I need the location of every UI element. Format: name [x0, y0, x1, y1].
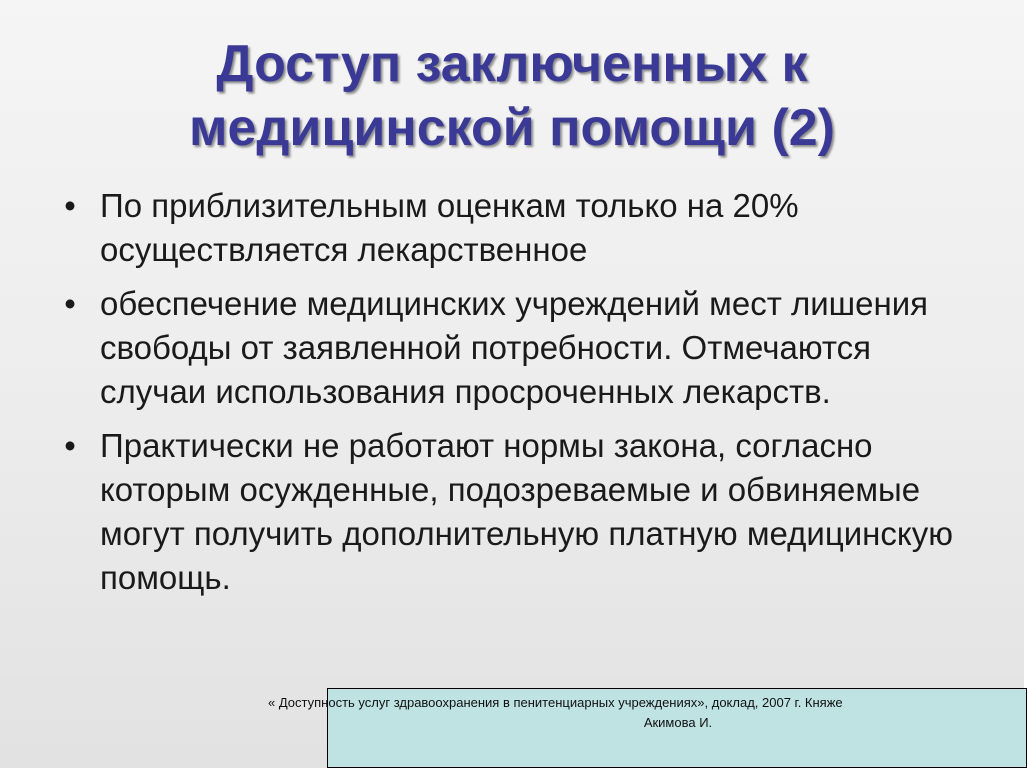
bullet-list	[58, 184, 968, 610]
slide-title	[40, 32, 984, 160]
bullet-item	[58, 424, 968, 600]
footnote-author: Акимова И.	[643, 715, 713, 730]
footnote-citation: « Доступность услуг здравоохранения в пенитенциарных учреждениях», доклад, 2007 г. Княже	[268, 695, 843, 710]
bullet-text: По приблизительным оценкам только на 20% осуществляется лекарственное	[100, 187, 799, 268]
slide-title-line2: медицинской помощи (2)	[188, 99, 835, 157]
bullet-text: обеспечение медицинских учреждений мест лишения свободы от заявленной потребности. Отмечаются случаи использования просроченных лекарств.	[100, 285, 929, 410]
source-footnote	[268, 688, 1027, 768]
bullet-item	[58, 282, 968, 414]
bullet-item	[58, 184, 968, 272]
bullet-dot: •	[64, 285, 76, 322]
bullet-text: Практически не работают нормы закона, согласно которым осужденные, подозреваемые и обвиняемые могут получить дополнительную платную медицинскую помощь.	[100, 427, 953, 596]
bullet-dot: •	[64, 427, 76, 464]
slide-title-line1: Доступ заключенных к	[216, 35, 808, 93]
bullet-dot: •	[64, 187, 76, 224]
